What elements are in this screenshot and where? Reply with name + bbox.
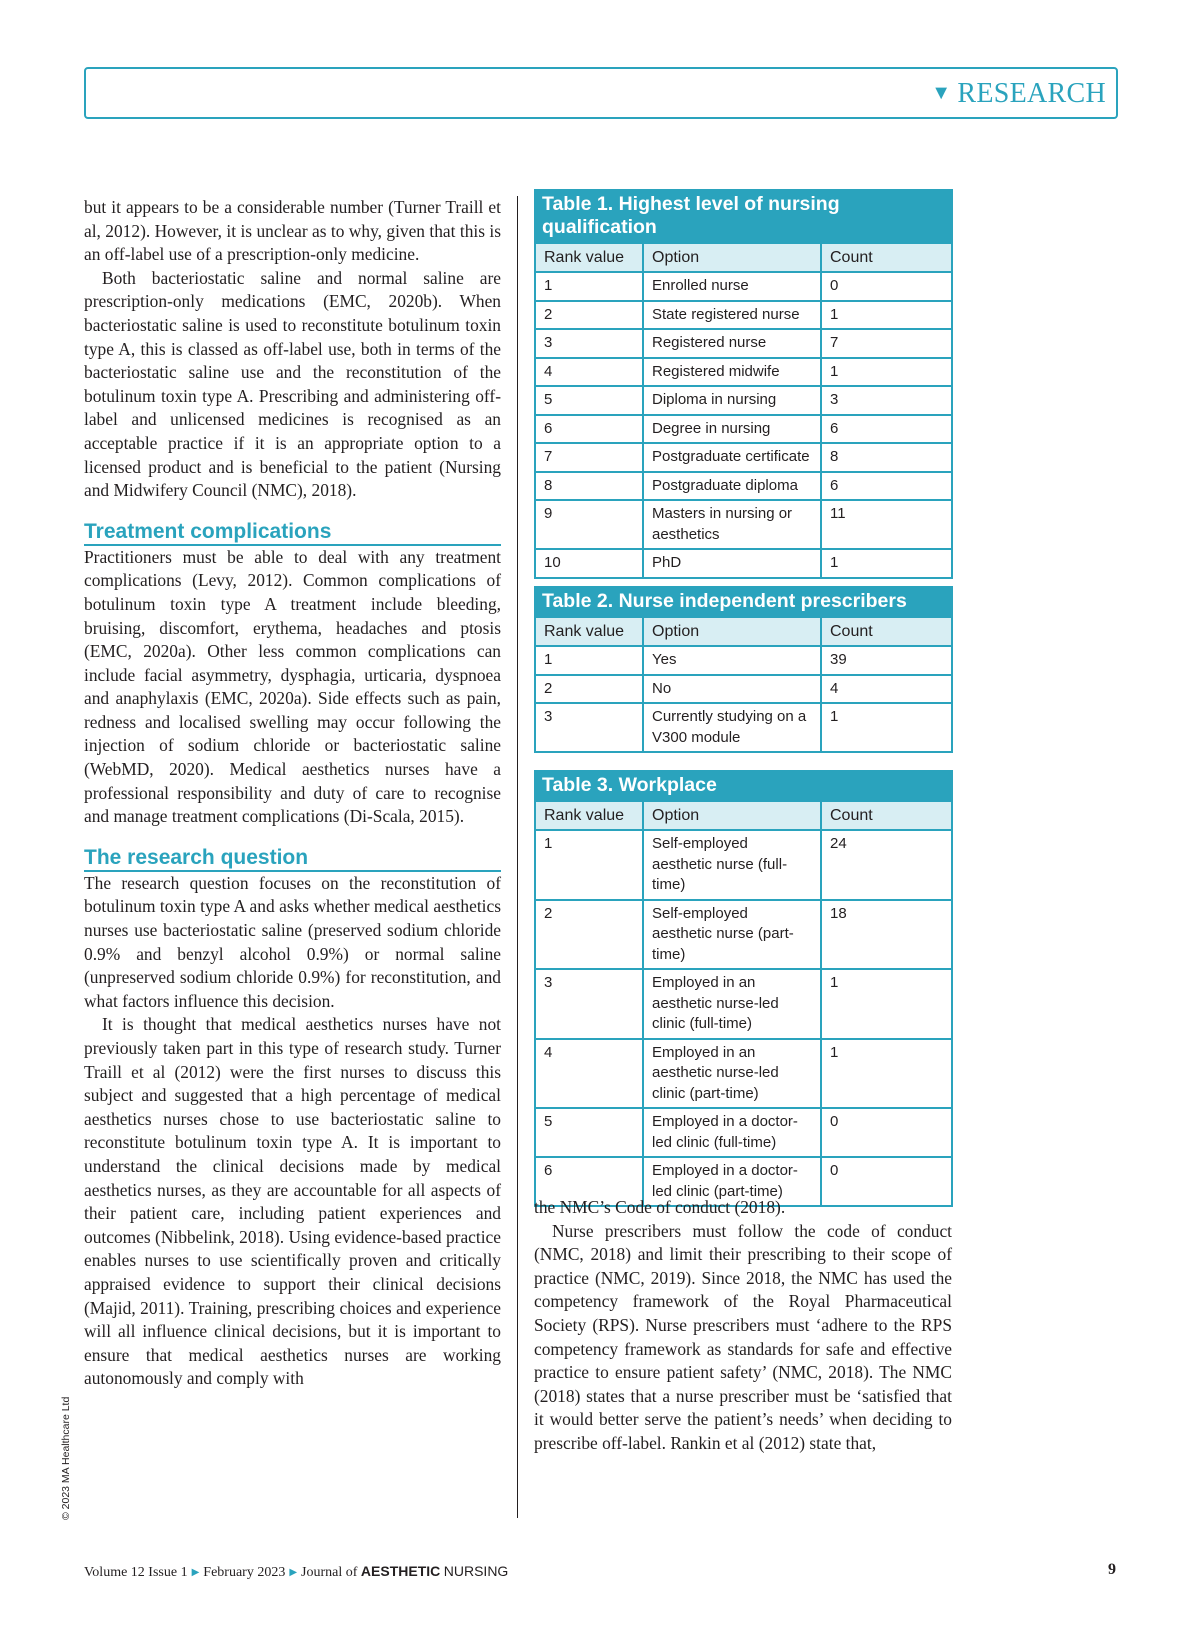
table-row (535, 472, 952, 501)
rank-cell: 1 (535, 830, 643, 900)
count-cell: 1 (821, 358, 952, 387)
copyright-text: © 2023 MA Healthcare Ltd (60, 1396, 72, 1520)
body-paragraph: Practitioners must be able to deal with any treatment complications (Levy, 2012). Common complications of botulinum toxin type A treatment include bleeding, bruising, discomfort, erythema, headaches and ptosis (EMC, 2020a). Other less common complications can include facial asymmetry, dysphagia, urticaria, dyspnoea and anaphylaxis (EMC, 2020a). Side effects such as pain, redness and localised swelling may occur following the injection of sodium chloride or bacteriostatic saline (WebMD, 2020). Medical aesthetics nurses have a professional responsibility and duty of care to recognise and manage treatment complications (Di-Scala, 2015). (84, 546, 501, 827)
option-cell: Diploma in nursing (643, 386, 821, 415)
rank-cell: 3 (535, 329, 643, 358)
column-header: Count (821, 617, 952, 646)
count-cell: 1 (821, 703, 952, 752)
body-paragraph: the NMC’s Code of conduct (2018). (534, 1197, 786, 1217)
table-row (535, 830, 952, 900)
count-cell: 11 (821, 500, 952, 549)
count-cell: 0 (821, 1108, 952, 1157)
page-footer (84, 1563, 508, 1581)
rank-cell: 8 (535, 472, 643, 501)
section-heading-complications: Treatment complications (84, 520, 501, 546)
column-divider (517, 196, 518, 1518)
body-paragraph: The research question focuses on the reconstitution of botulinum toxin type A and asks whether medical aesthetics nurses use bacteriostatic saline (preserved sodium chloride 0.9% and benzyl alcohol 0.9%) or normal saline (unpreserved sodium chloride 0.9%) for reconstitution, and what factors influence this decision. (84, 872, 501, 1011)
count-cell: 4 (821, 675, 952, 704)
option-cell: Degree in nursing (643, 415, 821, 444)
count-cell: 24 (821, 830, 952, 900)
option-cell: Currently studying on a V300 module (643, 703, 821, 752)
body-paragraph: Nurse prescribers must follow the code of conduct (NMC, 2018) and limit their prescribing to their scope of practice (NMC, 2019). Since 2018, the NMC has used the competency framework of the Royal Pharmaceutical Society (RPS). Nurse prescribers must ‘adhere to the RPS competency framework as standards for safe and effective practice to ensure patient safety’ (NMC, 2018). The NMC (2018) states that a nurse prescriber must be ‘satisfied that it would better serve the patient’s needs’ when deciding to prescribe off-label. Rankin et al (2012) state that, (534, 1220, 952, 1453)
triangle-right-icon: ▶ (191, 1567, 200, 1578)
column-header: Rank value (535, 243, 643, 272)
table-row (535, 415, 952, 444)
section-tag (931, 78, 1106, 110)
section-tag-label: RESEARCH (957, 78, 1106, 109)
rank-cell: 1 (535, 272, 643, 301)
rank-cell: 6 (535, 415, 643, 444)
body-paragraph: It is thought that medical aesthetics nurses have not previously taken part in this type of research study. Turner Traill et al (2012) were the first nurses to discuss this subject and suggested that a high percentage of medical aesthetics nurses chose to use bacteriostatic saline to reconstitute botulinum toxin type A. It is important to understand the clinical decisions made by medical aesthetics nurses, as they are accountable for all aspects of their patient care, including patient experiences and outcomes (Nibbelink, 2018). Using evidence-based practice enables nurses to use scientifically proven and critically appraised evidence to support their clinical decisions (Majid, 2011). Training, prescribing choices and experience will all influence clinical decisions, but it is important to ensure that medical aesthetics nurses are working autonomously and comply with (84, 1014, 501, 1389)
rank-cell: 3 (535, 703, 643, 752)
footer-journal-suffix: NURSING (443, 1563, 509, 1579)
option-cell: Postgraduate diploma (643, 472, 821, 501)
column-header: Option (643, 617, 821, 646)
count-cell: 6 (821, 472, 952, 501)
rank-cell: 2 (535, 675, 643, 704)
option-cell: PhD (643, 549, 821, 578)
column-header: Option (643, 243, 821, 272)
body-paragraph: Both bacteriostatic saline and normal saline are prescription-only medications (EMC, 2020b). When bacteriostatic saline is used to reconstitute botulinum toxin type A, this is classed as off-label use, both in terms of the bacteriostatic saline use and the reconstitution of the botulinum toxin type A. Prescribing and administering off-label and unlicensed medicines is recognised as an acceptable practice if it is an appropriate option to a licensed product and is beneficial to the patient (Nursing and Midwifery Council (NMC), 2018). (84, 267, 501, 501)
count-cell: 7 (821, 329, 952, 358)
table-row (535, 443, 952, 472)
table-title: Table 1. Highest level of nursing qualification (534, 189, 953, 242)
rank-cell: 4 (535, 358, 643, 387)
option-cell: Yes (643, 646, 821, 675)
rank-cell: 10 (535, 549, 643, 578)
section-heading-research-question: The research question (84, 846, 501, 872)
option-cell: Postgraduate certificate (643, 443, 821, 472)
section-header-box (84, 67, 1118, 119)
rank-cell: 5 (535, 1108, 643, 1157)
table-row (535, 358, 952, 387)
option-cell: Self-employed aesthetic nurse (part-time) (643, 900, 821, 970)
option-cell: Registered nurse (643, 329, 821, 358)
rank-cell: 4 (535, 1039, 643, 1109)
table-row (535, 500, 952, 549)
table-row (535, 675, 952, 704)
count-cell: 3 (821, 386, 952, 415)
rank-cell: 9 (535, 500, 643, 549)
page-number: 9 (1108, 1561, 1116, 1578)
option-cell: Employed in a doctor-led clinic (full-time) (643, 1108, 821, 1157)
option-cell: Self-employed aesthetic nurse (full-time) (643, 830, 821, 900)
table-title: Table 3. Workplace (534, 770, 953, 800)
table-row (535, 329, 952, 358)
count-cell: 18 (821, 900, 952, 970)
rank-cell: 2 (535, 900, 643, 970)
triangle-down-icon: ▼ (931, 82, 952, 104)
right-column (534, 1196, 952, 1456)
option-cell: Registered midwife (643, 358, 821, 387)
option-cell: Masters in nursing or aesthetics (643, 500, 821, 549)
count-cell: 8 (821, 443, 952, 472)
rank-cell: 7 (535, 443, 643, 472)
option-cell: State registered nurse (643, 301, 821, 330)
rank-cell: 1 (535, 646, 643, 675)
table-row (535, 1108, 952, 1157)
count-cell: 0 (821, 1157, 952, 1206)
footer-date: February 2023 (203, 1565, 286, 1580)
count-cell: 0 (821, 272, 952, 301)
triangle-right-icon: ▶ (289, 1567, 298, 1578)
footer-volume: Volume 12 Issue 1 (84, 1565, 188, 1580)
body-paragraph: but it appears to be a considerable number (Turner Traill et al, 2012). However, it is unclear as to why, given that this is an off-label use of a prescription-only medicine. (84, 197, 501, 265)
table-nursing-qualification (534, 189, 953, 579)
table-row (535, 969, 952, 1039)
rank-cell: 6 (535, 1157, 643, 1206)
count-cell: 39 (821, 646, 952, 675)
table-workplace (534, 770, 953, 1207)
count-cell: 6 (821, 415, 952, 444)
column-header: Count (821, 801, 952, 830)
column-header: Count (821, 243, 952, 272)
table-row (535, 646, 952, 675)
rank-cell: 2 (535, 301, 643, 330)
rank-cell: 3 (535, 969, 643, 1039)
table-title: Table 2. Nurse independent prescribers (534, 586, 953, 616)
table-nurse-prescribers (534, 586, 953, 753)
table-row (535, 272, 952, 301)
count-cell: 1 (821, 549, 952, 578)
option-cell: Employed in an aesthetic nurse-led clinic (part-time) (643, 1039, 821, 1109)
count-cell: 1 (821, 969, 952, 1039)
footer-journal-brand: AESTHETIC (360, 1563, 441, 1579)
option-cell: No (643, 675, 821, 704)
table-row (535, 386, 952, 415)
table-row (535, 301, 952, 330)
left-column (84, 196, 501, 1391)
count-cell: 1 (821, 1039, 952, 1109)
option-cell: Employed in a doctor-led clinic (part-time) (643, 1157, 821, 1206)
table-row (535, 703, 952, 752)
count-cell: 1 (821, 301, 952, 330)
footer-journal-prefix: Journal of (301, 1565, 358, 1580)
option-cell: Employed in an aesthetic nurse-led clinic (full-time) (643, 969, 821, 1039)
table-row (535, 900, 952, 970)
rank-cell: 5 (535, 386, 643, 415)
table-row (535, 549, 952, 578)
table-row (535, 1039, 952, 1109)
column-header: Rank value (535, 617, 643, 646)
option-cell: Enrolled nurse (643, 272, 821, 301)
column-header: Option (643, 801, 821, 830)
column-header: Rank value (535, 801, 643, 830)
